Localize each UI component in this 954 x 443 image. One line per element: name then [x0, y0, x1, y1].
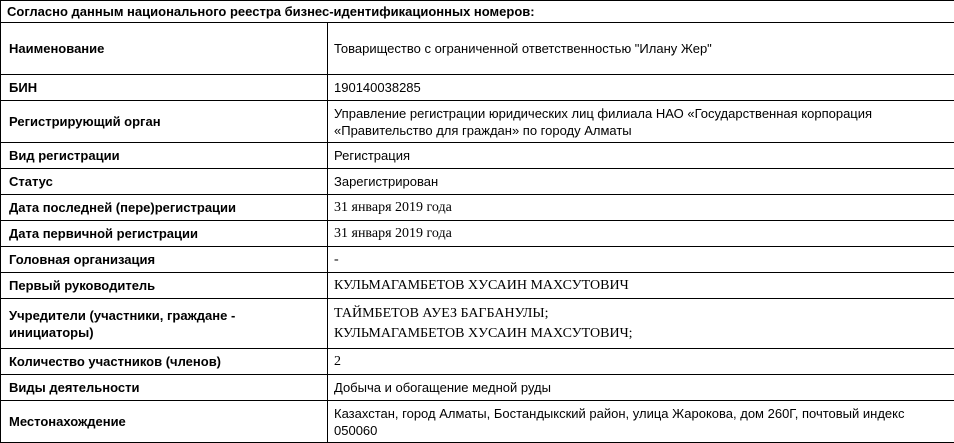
founder-item: ТАЙМБЕТОВ АУЕЗ БАГБАНУЛЫ; — [334, 305, 549, 321]
first-head-value: КУЛЬМАГАМБЕТОВ ХУСАИН МАХСУТОВИЧ — [328, 273, 954, 299]
table-row — [1, 23, 954, 75]
members-count-label: Количество участников (членов) — [1, 349, 328, 375]
table-row — [1, 1, 954, 23]
status-value: Зарегистрирован — [328, 169, 954, 195]
table-row — [1, 143, 954, 169]
table-row — [1, 247, 954, 273]
first-registration-date-value: 31 января 2019 года — [328, 221, 954, 247]
table-row — [1, 401, 954, 443]
first-registration-date-label: Дата первичной регистрации — [1, 221, 328, 247]
last-registration-date-label: Дата последней (пере)регистрации — [1, 195, 328, 221]
last-registration-date-value: 31 января 2019 года — [328, 195, 954, 221]
table-row — [1, 195, 954, 221]
registration-type-value: Регистрация — [328, 143, 954, 169]
bin-value: 190140038285 — [328, 75, 954, 101]
registering-authority-label: Регистрирующий орган — [1, 101, 328, 143]
status-label: Статус — [1, 169, 328, 195]
head-organization-label: Головная организация — [1, 247, 328, 273]
table-row — [1, 349, 954, 375]
members-count-value: 2 — [328, 349, 954, 375]
table-row — [1, 101, 954, 143]
activities-label: Виды деятельности — [1, 375, 328, 401]
bin-label: БИН — [1, 75, 328, 101]
first-head-label: Первый руководитель — [1, 273, 328, 299]
table-row — [1, 221, 954, 247]
location-label: Местонахождение — [1, 401, 328, 443]
name-label: Наименование — [1, 23, 328, 75]
name-value: Товарищество с ограниченной ответственностью "Илану Жер" — [328, 23, 954, 75]
founder-item: КУЛЬМАГАМБЕТОВ ХУСАИН МАХСУТОВИЧ; — [334, 325, 633, 341]
founders-label: Учредители (участники, граждане - инициаторы) — [1, 299, 328, 349]
registration-type-label: Вид регистрации — [1, 143, 328, 169]
table-row — [1, 75, 954, 101]
table-row — [1, 169, 954, 195]
registering-authority-value: Управление регистрации юридических лиц филиала НАО «Государственная корпорация «Правительство для граждан» по городу Алматы — [328, 101, 954, 143]
table-row — [1, 299, 954, 349]
founders-value — [328, 299, 954, 349]
head-organization-value: - — [328, 247, 954, 273]
location-value: Казахстан, город Алматы, Бостандыкский район, улица Жарокова, дом 260Г, почтовый индекс 050060 — [328, 401, 954, 443]
table-row — [1, 375, 954, 401]
table-row — [1, 273, 954, 299]
activities-value: Добыча и обогащение медной руды — [328, 375, 954, 401]
registry-caption: Согласно данным национального реестра бизнес-идентификационных номеров: — [1, 1, 954, 23]
